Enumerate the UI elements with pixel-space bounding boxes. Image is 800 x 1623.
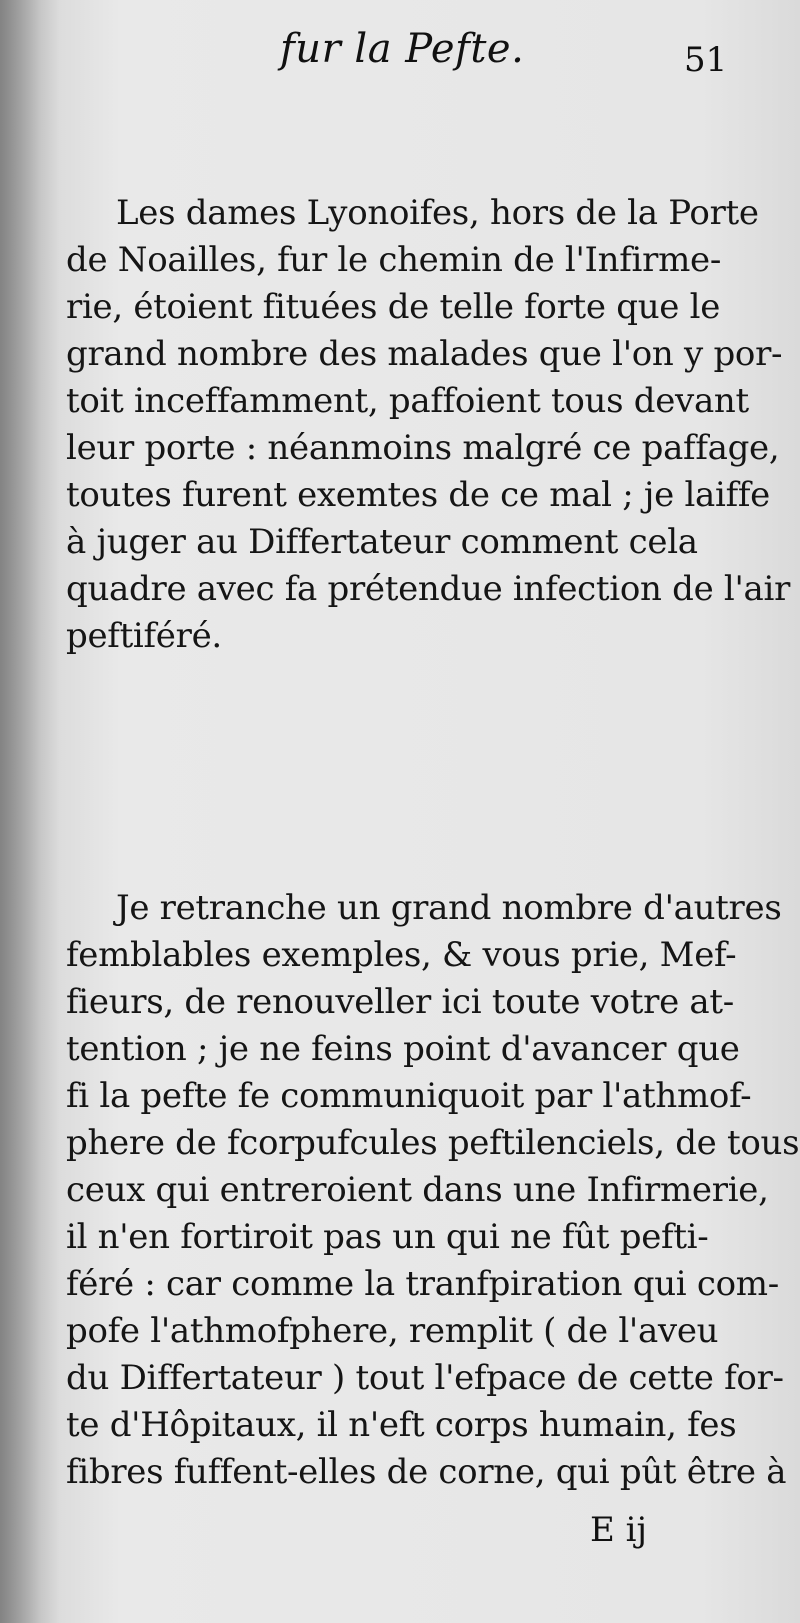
text-line: femblables exemples, & vous prie, Mef- — [66, 935, 737, 975]
text-line: à juger au Differtateur comment cela — [66, 522, 698, 562]
running-title: fur la Pefte. — [280, 26, 525, 72]
text-line: toutes furent exemtes de ce mal ; je laiffe — [66, 475, 770, 515]
text-line: du Differtateur ) tout l'efpace de cette for- — [66, 1358, 784, 1398]
text-line: de Noailles, fur le chemin de l'Infirme- — [66, 240, 722, 280]
text-line: ceux qui entreroient dans une Infirmerie, — [66, 1170, 769, 1210]
text-line: grand nombre des malades que l'on y por- — [66, 334, 783, 374]
text-line: fieurs, de renouveller ici toute votre at- — [66, 982, 734, 1022]
text-line: fibres fuffent-elles de corne, qui pût être à — [66, 1452, 787, 1492]
text-line: rie, étoient fituées de telle forte que le — [66, 287, 721, 327]
text-line: tention ; je ne feins point d'avancer que — [66, 1029, 740, 1069]
page-number: 51 — [684, 40, 728, 80]
text-line: toit inceffamment, paffoient tous devant — [66, 381, 749, 421]
text-line: Je retranche un grand nombre d'autres — [116, 888, 782, 928]
text-line: peftiféré. — [66, 616, 222, 656]
text-line: phere de fcorpufcules peftilenciels, de tous — [66, 1123, 800, 1163]
text-line: quadre avec fa prétendue infection de l'air — [66, 569, 791, 609]
text-line: fi la pefte fe communiquoit par l'athmof- — [66, 1076, 752, 1116]
paragraph-1 — [66, 190, 791, 660]
text-line: te d'Hôpitaux, il n'eft corps humain, fes — [66, 1405, 737, 1445]
signature-mark: E ij — [590, 1510, 648, 1550]
paragraph-2 — [66, 885, 800, 1496]
text-line: féré : car comme la tranfpiration qui com- — [66, 1264, 779, 1304]
text-line: Les dames Lyonoifes, hors de la Porte — [116, 193, 759, 233]
text-line: leur porte : néanmoins malgré ce paffage, — [66, 428, 780, 468]
text-line: pofe l'athmofphere, remplit ( de l'aveu — [66, 1311, 719, 1351]
text-line: il n'en fortiroit pas un qui ne fût pefti- — [66, 1217, 709, 1257]
